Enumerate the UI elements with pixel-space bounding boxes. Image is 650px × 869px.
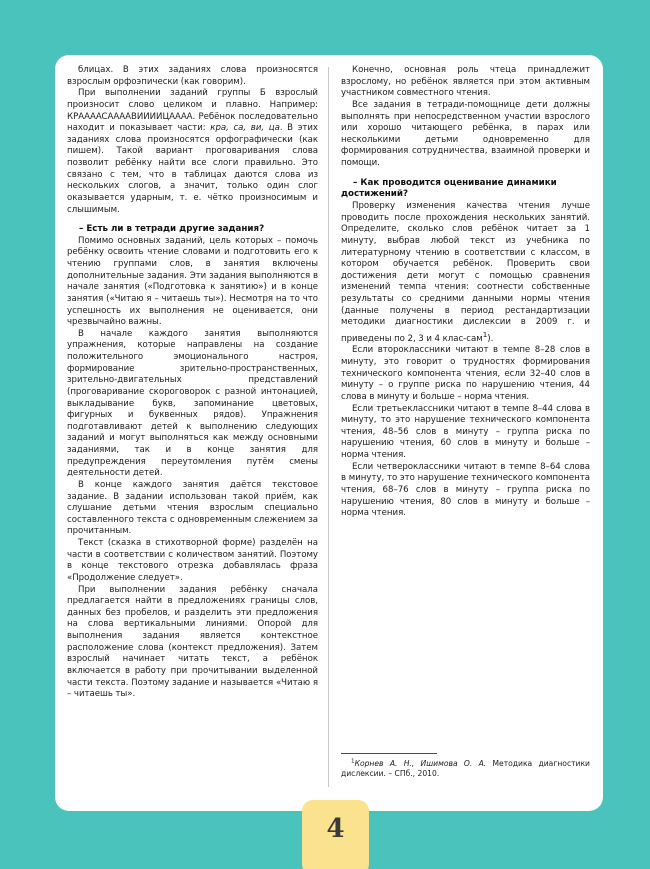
footnote-block [341,753,590,779]
paragraph: Все задания в тетради-помощнице дети должны выполнять при непосредственном участии взрослого или хорошо читающего ребёнка, в парах или несколькими детьми одновременно для формирования сотрудничества, взаимной проверки и помощи. [341,99,590,168]
paragraph: Текст (сказка в стихотворной форме) разделён на части в соответствии с количеством занятий. Поэтому в конце текстового отрезка добавлялась фраза «Продолжение следует». [67,538,318,583]
paragraph: Если третьеклассники читают в темпе 8–44 слова в минуту, то это нарушение технического компонента чтения, 48–56 слов в минуту – группа риска по нарушению чтения, 60 слов в минуту и больше – норма чтения. [341,403,590,461]
section-heading-assessment: – Как проводится оценивание динамики достижений? [341,177,557,200]
footnote-separator-line [341,753,437,754]
footnote-authors: Корнев А. Н., Ишимова О. А. [354,758,487,768]
footnote-citation: Методика диагностики дислексии. – СПб., 2010. [341,758,590,778]
section-heading-other-tasks: – Есть ли в тетради другие задания? [79,224,265,235]
paragraph: В начале каждого занятия выполняются упражнения, которые направлены на создание положительного эмоционального настроя, формирование зрительно-пространственных, зрительно-двигательных представлений (проговаривание скороговорок с разной интонацией, выкладывание букв, запоминание цветовых, фигурных и буквенных рядов). Упражнения подготавливают детей к выполнению следующих заданий и могут выполняться как между основными заданиями, так и в конце занятия для предупреждения переутомления путём смены деятельности детей. [67,328,318,479]
footnote-text [341,759,590,779]
paragraph: Если четвероклассники читают в темпе 8–64 слова в минуту, то это нарушение технического компонента чтения, 68–76 слов в минуту – группа риска по нарушению чтения, 80 слов в минуту и больше – норма чтения. [341,461,590,519]
paragraph: Конечно, основная роль чтеца принадлежит взрослому, но ребёнок является при этом активным участником совместного чтения. [341,65,590,99]
paragraph: Если второклассники читают в темпе 8–28 слов в минуту, это говорит о трудностях формирования технического компонента чтения, если 32–40 слов в минуту – о группе риска по нарушению чтения, 44 слова в минуту и больше – норма чтения. [341,345,590,402]
right-text-column [329,65,594,805]
paragraph-text-tail: . В этих заданиях слова произносятся орфографически (как пишем). Такой вариант проговаривания слова позволит ребёнку найти все слоги правильно. Это связано с тем, что в таблицах даются слова из нескольких слогов, а значит, только один слог оказывается ударным, т. е. чётко произносимым и слышимым. [67,123,319,215]
paragraph: При выполнении задания ребёнку сначала предлагается найти в предложениях границы слов, данных без пробелов, и разделить эти предложения на слова вертикальными линиями. Опорой для выполнения задания является контекстное расположение слова (контекст предложения). Затем взрослый начинает читать текст, а ребёнок включается в работу при прочитывании выделенной части текста. Поэтому задание и называется «Читаю я – читаешь ты». [67,584,318,700]
paragraph: блицах. В этих заданиях слова произносятся взрослым орфоэпически (как говорим). [67,65,318,87]
syllable-example-italic: кра, са, ви, ца [210,123,280,134]
paragraph-text-tail: ). [487,333,494,344]
page-sheet [55,55,603,811]
paragraph-text-lead: При выполнении заданий группы Б взрослый произносит слово целиком и плавно. Например: КРАААACАAААВИИИИЦАААА. Ребёнок последовательно находит и показывает части: [67,88,318,134]
footnote-reference: 1 [482,329,488,339]
paragraph [341,201,590,345]
paragraph: Помимо основных заданий, цель которых – помочь ребёнку освоить чтение словами и подготовить его к чтению группами слов, в занятия включены дополнительные задания. Эти задания выполняются в начале занятия («Подготовка к занятию») и в конце занятия («Читаю я – читаешь ты»). Несмотря на то что успешность их выполнения не оценивается, они чрезвычайно важны. [67,235,318,328]
page-number-badge [302,800,369,869]
left-text-column [63,65,328,805]
paragraph [67,88,318,216]
page-number: 4 [326,814,345,844]
footnote-marker: 1 [351,758,355,765]
paragraph: В конце каждого занятия даётся текстовое задание. В задании использован такой приём, как слушание детьми чтения взрослым специально составленного текста с одновременным слежением за прочитанным. [67,479,318,537]
paragraph-text-lead: Проверку изменения качества чтения лучше проводить после прохождения нескольких занятий. Определите, сколько слов ребёнок читает за 1 минуту, выбрав любой текст из учебника по литературному чтению в соответствии с классом, в котором обучается ребёнок. Проверить свои достижения дети могут с помощью сравнения изменений темпа чтения: соотнести собственные результаты со средними данными нормы чтения (данные получены в период рестандартизации методики диагностики дислексии в 2009 г. и приведены по 2, 3 и 4 клас-сам [341,201,590,344]
two-column-layout [63,65,595,805]
